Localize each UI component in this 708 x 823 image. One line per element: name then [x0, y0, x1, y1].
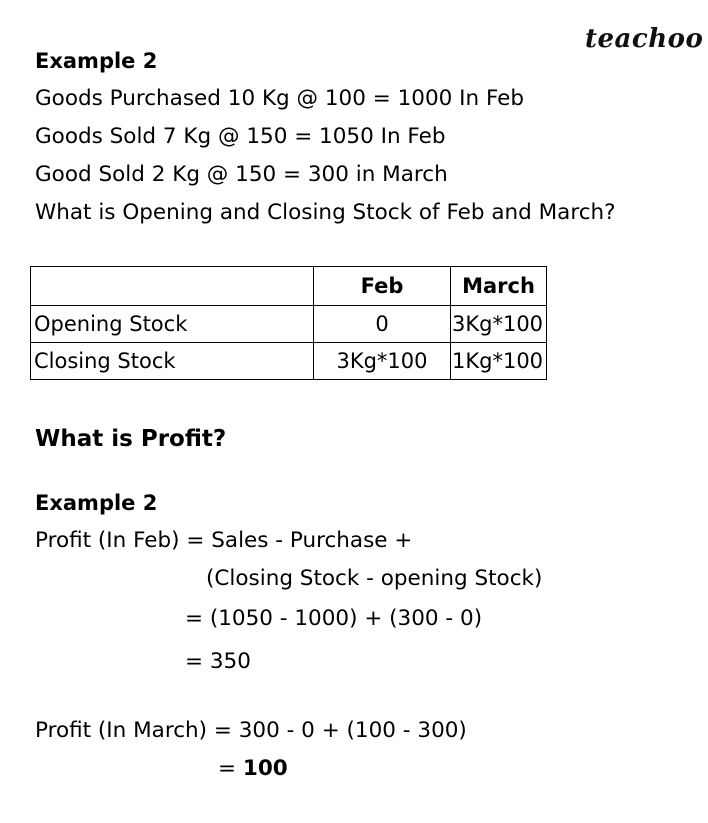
profit-heading: What is Profit?: [35, 426, 227, 452]
closing-feb-cell: 3Kg*100: [314, 343, 451, 380]
profit-feb-line: Profit (In Feb) = Sales - Purchase +: [35, 528, 413, 553]
purchase-line: Goods Purchased 10 Kg @ 100 = 1000 In Feb: [35, 86, 525, 111]
header-cell-empty: [31, 267, 314, 306]
header-cell-march: March: [451, 267, 547, 306]
row-label-closing: Closing Stock: [31, 343, 314, 380]
profit-feb-stock-line: (Closing Stock - opening Stock): [206, 566, 543, 591]
sold-feb-line: Goods Sold 7 Kg @ 150 = 1050 In Feb: [35, 124, 446, 149]
profit-march-value: 100: [242, 756, 288, 781]
row-label-opening: Opening Stock: [31, 306, 314, 343]
equals-sign: =: [218, 756, 243, 781]
table-header-row: [31, 267, 547, 306]
header-cell-feb: Feb: [314, 267, 451, 306]
sold-march-line: Good Sold 2 Kg @ 150 = 300 in March: [35, 162, 448, 187]
opening-march-cell: 3Kg*100: [451, 306, 547, 343]
table-row: [31, 306, 547, 343]
profit-feb-result-line: = 350: [185, 649, 251, 674]
question-line: What is Opening and Closing Stock of Feb and March?: [35, 200, 616, 225]
profit-feb-calc-line: = (1050 - 1000) + (300 - 0): [185, 606, 483, 631]
profit-march-result-line: [218, 755, 288, 783]
example-title: Example 2: [35, 49, 158, 73]
closing-march-cell: 1Kg*100: [451, 343, 547, 380]
example-title-2: Example 2: [35, 491, 158, 515]
teachoo-logo: teachoo: [585, 24, 704, 54]
profit-march-line: Profit (In March) = 300 - 0 + (100 - 300): [35, 718, 467, 743]
table-row: [31, 343, 547, 380]
opening-feb-cell: 0: [314, 306, 451, 343]
stock-table: [30, 266, 547, 380]
